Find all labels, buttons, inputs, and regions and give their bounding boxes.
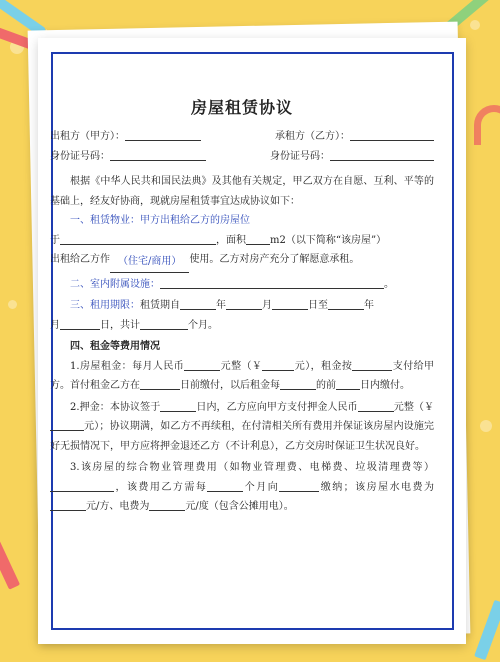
first-rent-field[interactable] (140, 378, 180, 390)
use-field[interactable]: （住宅/商用） (110, 252, 189, 273)
area-field[interactable] (246, 233, 270, 245)
end-month-field[interactable] (60, 318, 100, 330)
start-day-field[interactable] (272, 298, 308, 310)
s4-text: 元），租金按 (294, 360, 353, 372)
s1-text: ，面积 (216, 234, 246, 246)
bg-dot (480, 420, 492, 432)
section-2 (50, 275, 434, 295)
rent-cycle-field[interactable] (352, 359, 392, 371)
section-1 (50, 211, 434, 231)
document-content (50, 92, 434, 517)
section-4-1 (50, 357, 434, 396)
s4-text: 元整（￥ (220, 360, 263, 372)
s3-text: 年 (364, 300, 374, 312)
s4-text: 元/度（包含公摊用电）。 (185, 501, 294, 513)
water-fee-field[interactable] (50, 499, 86, 511)
s4-text: 的前 (316, 380, 336, 392)
id-a-label: 身份证号码： (50, 150, 110, 162)
bg-dot (470, 20, 480, 30)
party-b-field[interactable] (350, 129, 434, 141)
s4-text: 支 (392, 360, 404, 372)
s4-text: 1.房屋租金：每月人民币 (70, 360, 185, 372)
section-1-line2 (50, 250, 434, 273)
s3-text: 年 (216, 300, 226, 312)
bg-dot (8, 300, 17, 309)
crayon-icon (0, 530, 20, 589)
party-b (275, 127, 434, 147)
section-4-2 (50, 398, 434, 457)
id-a (50, 147, 206, 167)
section-3 (50, 296, 434, 316)
rent-days-field[interactable] (336, 378, 360, 390)
s3-text: 日至 (308, 300, 328, 312)
fee-months-field[interactable] (207, 480, 243, 492)
party-a-field[interactable] (125, 129, 201, 141)
s1-text: 出租给乙方作 (50, 254, 110, 266)
deposit-amount-field[interactable] (358, 400, 394, 412)
s1-text: m2（以下简称“该房屋”） (270, 234, 387, 246)
s4-text: 3.该房屋的综合物业管理费用（如物业管理费、电梯费、垃圾清理费等） (70, 462, 434, 474)
s4-text: 付给甲方。首付租金乙方在 (50, 360, 435, 392)
rent-period-field[interactable] (280, 378, 316, 390)
rent-amount-field[interactable] (184, 359, 220, 371)
section-2-heading: 二、室内附属设施： (70, 278, 160, 290)
management-fee-field[interactable] (50, 480, 114, 492)
deposit-number-field[interactable] (50, 419, 84, 431)
rent-number-field[interactable] (262, 359, 294, 371)
s4-text: 元整（￥ (393, 401, 434, 413)
s4-text: 个月向 (243, 481, 280, 493)
address-field[interactable] (60, 233, 216, 245)
fee-payee-field[interactable] (279, 480, 319, 492)
section-1-line1 (50, 231, 434, 251)
s4-text: 日内，乙方应向甲方支付押金人民币 (196, 401, 358, 413)
s2-text: 。 (384, 278, 394, 290)
s4-text: ，该费用乙方需每 (114, 481, 208, 493)
id-b-label: 身份证号码： (270, 150, 330, 162)
s4-text: 元）；协议期满，如乙方不再续租，在付清相关所有费用并保证该房屋内设施完好无损情况下，甲方应将押金退还乙方（不计利息），乙方交房时保证卫生状况良好。 (50, 421, 434, 452)
s1-text: 于 (50, 234, 60, 246)
total-months-field[interactable] (140, 318, 188, 330)
crayon-icon (474, 600, 500, 660)
section-4-3 (50, 458, 434, 517)
s4-text: 日内缴付。 (360, 380, 410, 392)
section-3-heading: 三、租用期限： (70, 300, 140, 312)
id-b (270, 147, 434, 167)
start-year-field[interactable] (180, 298, 216, 310)
section-3-line2 (50, 316, 434, 336)
s3-text: 月 (50, 319, 60, 331)
id-a-field[interactable] (110, 149, 206, 161)
party-row (50, 127, 434, 147)
s3-text: 租赁期自 (140, 300, 180, 312)
facilities-field[interactable] (160, 277, 384, 289)
s4-text: 日前缴付，以后租金每 (180, 380, 280, 392)
section-1-heading: 一、租赁物业： (70, 215, 140, 227)
s4-text: 2.押金：本协议签于 (70, 401, 161, 413)
section-4-heading: 四、租金等费用情况 (70, 341, 160, 353)
document-title: 房屋租赁协议 (190, 98, 293, 117)
id-b-field[interactable] (330, 149, 434, 161)
s1-text: 使用。乙方对房产充分了解愿意承租。 (189, 254, 360, 266)
party-a (50, 127, 201, 147)
section-1-lead: 甲方出租给乙方的房屋位 (140, 215, 250, 227)
id-row (50, 147, 434, 167)
s4-text: 缴纳；该房屋水电费为 (319, 481, 435, 493)
s3-text: 月 (262, 300, 272, 312)
s3-text: 日，共计 (100, 319, 140, 331)
electric-fee-field[interactable] (149, 499, 185, 511)
party-a-label: 出租方（甲方）： (50, 131, 125, 143)
party-b-label: 承租方（乙方）： (275, 131, 350, 143)
deposit-days-field[interactable] (160, 400, 196, 412)
intro-paragraph: 根据《中华人民共和国民法典》及其他有关规定，甲乙双方在自愿、互利、平等的基础上，经友好协商，现就房屋租赁事宜达成协议如下： (50, 176, 434, 207)
rainbow-icon (474, 105, 500, 145)
end-year-field[interactable] (328, 298, 364, 310)
s4-text: 元/方、电费为 (86, 501, 150, 513)
start-month-field[interactable] (226, 298, 262, 310)
s3-text: 个月。 (188, 319, 218, 331)
